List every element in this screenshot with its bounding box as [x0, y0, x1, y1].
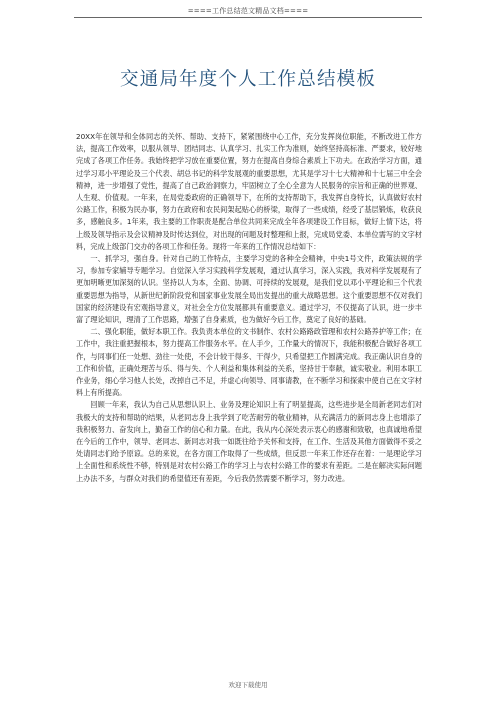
header-watermark: ====工作总结范文精品文档==== — [187, 7, 309, 15]
paragraph-study: 一、抓学习，强自身。针对自己的工作特点，主要学习党的各种全会精神，中央1号文件，政策法规的学习，参加专家辅导专题学习。自觉深入学习实践科学发展观，通过认真学习，深入实践，我对科学发展观有了更加明晰更加深刻的认识。坚持以人为本，全面、协调、可持续的发展观，是我们党以邓小平理论和三个代表重要思想为指导，从新世纪新阶段党和国家事业发展全局出发提出的重大战略思想。这个重要思想不仅对我们国家的经济建设有宏观指导意义，对社会全方位发展都具有重要意义。通过学习，不仅提高了认识，进一步丰富了理论知识，理清了工作思路，增强了自身素质，也为做好今后工作，奠定了良好的基础。 — [76, 254, 422, 325]
footer-text: 欢迎下载使用 — [228, 681, 268, 689]
paragraph-review: 回顾一年来，我认为自己从思想认识上、业务及理论知识上有了明显提高，这些进步是全局新老同志们对我极大的支持和帮助的结果，从老同志身上我学到了吃苦耐劳的敬业精神，从充满活力的新同志身上也增添了我积极努力、奋发向上，勤奋工作的信心和力量。在此，我从内心深处表示衷心的感谢和致敬，也真诚地希望在今后的工作中，领导、老同志、新同志对我一如既往给予关怀和支持，在工作、生活及其他方面做得不妥之处请同志们给予原谅。总的来说，在各方面工作取得了一些成绩，但反思一年来工作还存在着：一是理论学习上全面性和系统性不够，特别是对农村公路工作的学习上与农村公路工作的要求有差距。二是在解决实际问题上办法不多，与群众对我们的希望值还有差距，今后我仍然需要不断学习，努力改进。 — [76, 400, 422, 483]
paragraph-intro: 20XX年在领导和全体同志的关怀、帮助、支持下，紧紧围绕中心工作，充分发挥岗位职能，不断改进工作方法，提高工作效率，以服从领导、团结同志、认真学习、扎实工作为准则，始终坚持高标准、严要求，较好地完成了各项工作任务。我始终把学习放在重要位置，努力在提高自身综合素质上下功夫。在政治学习方面，通过学习邓小平理论及三个代表、胡总书记的科学发展观的重要思想，尤其是学习十七大精神和十七届三中全会精神，进一步增强了党性，提高了自己政治洞察力，牢固树立了全心全意为人民服务的宗旨和正确的世界观、人生观、价值观。一年来，在局党委政府的正确领导下，在所的支持帮助下，我发挥自身特长，认真做好农村公路工作，积极为民办事，努力在政府和农民间架起贴心的桥梁，取得了一些成绩，经受了基层锻炼，收获良多，感触良多。1年来，我主要的工作职责是配合单位共同来完成全年各项建设工作目标，做好上情下达，将上级及领导指示及会议精神及时传达到位，对出现的问题及时整理和上报，完成局党委、本单位需写的文字材料，完成上级部门交办的各项工作和任务。现将一年来的工作情况总结如下： — [76, 132, 422, 251]
header-rule — [74, 17, 422, 18]
document-title: 交通局年度个人工作总结模板 — [119, 69, 377, 90]
paragraph-duties: 二、强化职能，做好本职工作。我负责本单位的文书制作、农村公路路政管理和农村公路养护等工作；在工作中，我注重把握根本，努力提高工作服务水平。在人手少，工作量大的情况下，我能积极配合做好各项工作，与同事们任一处想、劲往一处使，不会计较干得多、干得少，只希望把工作圆满完成。我正确认识自身的工作和价值，正确处理苦与乐、得与失、个人利益和集体利益的关系，坚持甘于奉献，诚实敬业。利用本职工作业务，细心学习他人长处，改掉自己不足，并虚心向领导、同事请教，在不断学习和探索中使自己在文字材料上有所提高。 — [76, 327, 422, 398]
document-body — [76, 131, 422, 485]
